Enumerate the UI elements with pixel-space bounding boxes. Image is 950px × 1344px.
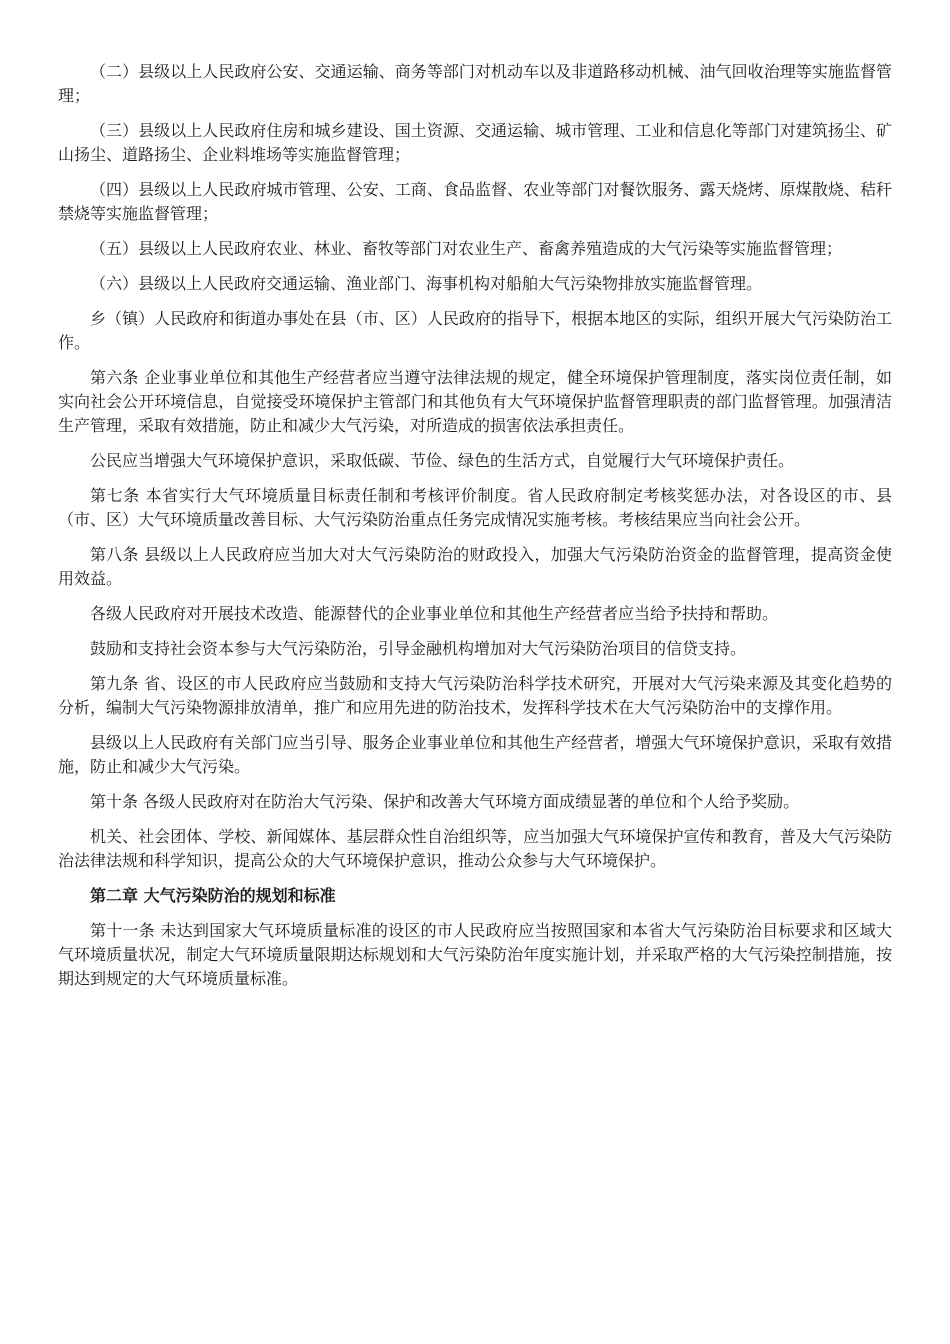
paragraph-clause-6: （六）县级以上人民政府交通运输、渔业部门、海事机构对船舶大气污染物排放实施监督管理。 bbox=[90, 274, 763, 293]
paragraph-article-10: 第十条 各级人民政府对在防治大气污染、保护和改善大气环境方面成绩显著的单位和个人给予奖励。 bbox=[90, 792, 800, 811]
paragraph-publicity: 机关、社会团体、学校、新闻媒体、基层群众性自治组织等，应当加强大气环境保护宣传和教育，普及大气污染防治法律法规和科学知识，提高公众的大气环境保护意识，推动公众参与大气环境保护。 bbox=[58, 827, 892, 870]
paragraph-citizens: 公民应当增强大气环境保护意识，采取低碳、节俭、绿色的生活方式，自觉履行大气环境保护责任。 bbox=[90, 451, 795, 470]
paragraph-article-8: 第八条 县级以上人民政府应当加大对大气污染防治的财政投入，加强大气污染防治资金的监督管理，提高资金使用效益。 bbox=[58, 545, 892, 588]
paragraph-article-6: 第六条 企业事业单位和其他生产经营者应当遵守法律法规的规定，健全环境保护管理制度，落实岗位责任制，如实向社会公开环境信息，自觉接受环境保护主管部门和其他负有大气环境保护监督管理职责的部门监督管理。加强清洁生产管理，采取有效措施，防止和减少大气污染，对所造成的损害依法承担责任。 bbox=[58, 368, 892, 435]
paragraph-social-capital: 鼓励和支持社会资本参与大气污染防治，引导金融机构增加对大气污染防治项目的信贷支持。 bbox=[90, 639, 747, 658]
paragraph-clause-2: （二）县级以上人民政府公安、交通运输、商务等部门对机动车以及非道路移动机械、油气回收治理等实施监督管理； bbox=[58, 62, 892, 105]
paragraph-clause-5: （五）县级以上人民政府农业、林业、畜牧等部门对农业生产、畜禽养殖造成的大气污染等实施监督管理； bbox=[90, 239, 843, 258]
paragraph-support: 各级人民政府对开展技术改造、能源替代的企业事业单位和其他生产经营者应当给予扶持和帮助。 bbox=[90, 604, 779, 623]
paragraph-clause-4: （四）县级以上人民政府城市管理、公安、工商、食品监督、农业等部门对餐饮服务、露天烧烤、原煤散烧、秸秆禁烧等实施监督管理； bbox=[58, 180, 892, 223]
paragraph-clause-3: （三）县级以上人民政府住房和城乡建设、国土资源、交通运输、城市管理、工业和信息化等部门对建筑扬尘、矿山扬尘、道路扬尘、企业料堆场等实施监督管理； bbox=[58, 121, 892, 164]
chapter-heading: 第二章 大气污染防治的规划和标准 bbox=[90, 886, 336, 905]
paragraph-township: 乡（镇）人民政府和街道办事处在县（市、区）人民政府的指导下，根据本地区的实际，组织开展大气污染防治工作。 bbox=[58, 309, 892, 352]
paragraph-article-7: 第七条 本省实行大气环境质量目标责任制和考核评价制度。省人民政府制定考核奖惩办法，对各设区的市、县（市、区）大气环境质量改善目标、大气污染防治重点任务完成情况实施考核。考核结果应当向社会公开。 bbox=[58, 486, 892, 529]
paragraph-article-11: 第十一条 未达到国家大气环境质量标准的设区的市人民政府应当按照国家和本省大气污染防治目标要求和区域大气环境质量状况，制定大气环境质量限期达标规划和大气污染防治年度实施计划，并采取严格的大气污染控制措施，按期达到规定的大气环境质量标准。 bbox=[58, 921, 892, 988]
paragraph-article-9: 第九条 省、设区的市人民政府应当鼓励和支持大气污染防治科学技术研究，开展对大气污染来源及其变化趋势的分析，编制大气污染物源排放清单，推广和应用先进的防治技术，发挥科学技术在大气污染防治中的支撑作用。 bbox=[58, 674, 892, 717]
document-body bbox=[58, 60, 892, 1002]
paragraph-departments: 县级以上人民政府有关部门应当引导、服务企业事业单位和其他生产经营者，增强大气环境保护意识，采取有效措施，防止和减少大气污染。 bbox=[58, 733, 892, 776]
